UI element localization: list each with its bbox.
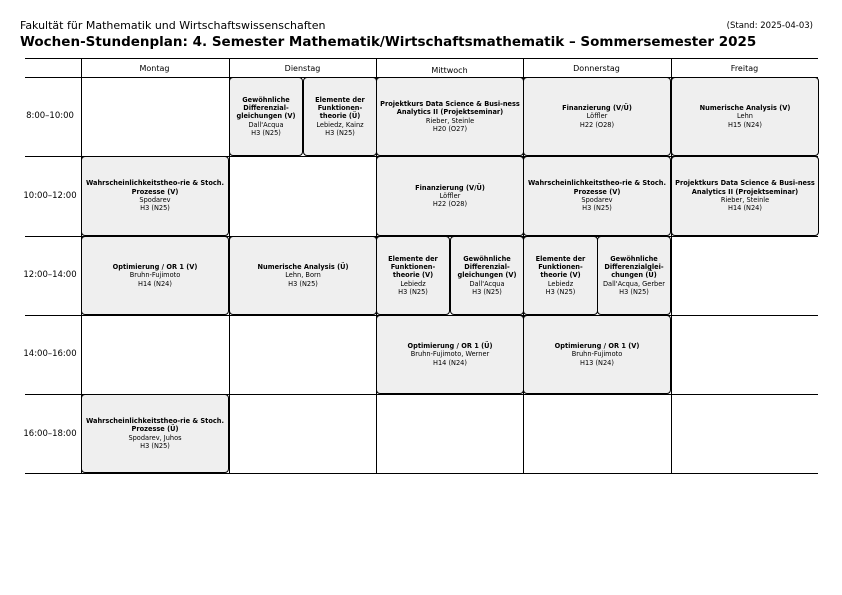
event-title: Numerische Analysis (V) <box>699 104 791 113</box>
event-lecturer: Lebiedz, Kainz <box>316 120 364 129</box>
event-title: Elemente der Funktionen-theorie (Ü) <box>315 95 365 121</box>
grid-line <box>25 58 818 59</box>
event-room: H3 (N25) <box>288 279 318 288</box>
event-room: H22 (O28) <box>579 120 615 129</box>
event-lecturer: Rieber, Steinle <box>425 116 475 125</box>
event-block[interactable] <box>671 77 819 156</box>
event-block[interactable] <box>376 77 524 156</box>
event-title: Optimierung / OR 1 (Ü) <box>407 342 493 351</box>
event-block[interactable] <box>376 236 450 315</box>
event-room: H13 (N24) <box>580 358 614 367</box>
event-title: Optimierung / OR 1 (V) <box>112 263 198 272</box>
time-slot-label: 8:00–10:00 <box>26 111 74 121</box>
time-slot-label: 14:00–16:00 <box>23 349 77 359</box>
event-title: Finanzierung (V/Ü) <box>415 183 485 192</box>
event-title: Projektkurs Data Science & Busi-ness Analytics II (Projektseminar) <box>675 179 815 196</box>
event-block[interactable] <box>81 236 229 315</box>
event-title: Numerische Analysis (Ü) <box>257 263 349 272</box>
event-lecturer: Spodarev, Juhos <box>128 433 182 442</box>
event-lecturer: Lebiedz <box>547 279 574 288</box>
event-room: H20 (O27) <box>432 124 468 133</box>
event-block[interactable] <box>376 156 524 236</box>
event-lecturer: Spodarev <box>139 196 171 204</box>
event-title: Gewöhnliche Differenzialglei-chungen (Ü) <box>604 254 664 280</box>
event-room: H3 (N25) <box>619 287 649 296</box>
event-room: H3 (N25) <box>140 441 170 450</box>
event-lecturer: Rieber, Steinle <box>720 196 770 204</box>
event-block[interactable] <box>523 77 671 156</box>
event-title: Finanzierung (V/Ü) <box>562 104 632 113</box>
day-header-freitag: Freitag <box>730 64 759 73</box>
event-room: H3 (N25) <box>325 128 355 137</box>
event-title: Optimierung / OR 1 (V) <box>554 342 640 351</box>
day-header-montag: Montag <box>139 64 170 73</box>
event-lecturer: Bruhn-Fujimoto, Werner <box>410 350 490 359</box>
day-header-dienstag: Dienstag <box>284 64 321 73</box>
event-title: Wahrscheinlichkeitstheo-rie & Stoch. Prozesse (V) <box>528 179 666 196</box>
event-block[interactable] <box>523 156 671 236</box>
event-block[interactable] <box>671 156 819 236</box>
event-room: H14 (N24) <box>433 358 467 367</box>
event-lecturer: Dall'Acqua, Gerber <box>602 279 666 288</box>
event-lecturer: Lehn, Born <box>285 271 321 280</box>
event-block[interactable] <box>81 394 229 473</box>
event-title: Elemente der Funktionen-theorie (V) <box>388 254 438 280</box>
event-lecturer: Spodarev <box>581 196 613 204</box>
event-title: Wahrscheinlichkeitstheo-rie & Stoch. Prozesse (V) <box>86 179 224 196</box>
event-block[interactable] <box>597 236 671 315</box>
event-room: H14 (N24) <box>138 279 172 288</box>
event-block[interactable] <box>523 315 671 394</box>
day-header-mittwoch: Mittwoch <box>431 66 468 75</box>
event-room: H14 (N24) <box>728 204 762 213</box>
event-room: H15 (N24) <box>728 120 762 129</box>
stand-date: (Stand: 2025-04-03) <box>726 21 813 31</box>
event-block[interactable] <box>523 236 598 315</box>
event-title: Projektkurs Data Science & Busi-ness Analytics II (Projektseminar) <box>380 99 520 117</box>
event-lecturer: Löffler <box>586 112 608 121</box>
event-lecturer: Lehn <box>737 112 753 121</box>
event-block[interactable] <box>376 315 524 394</box>
event-block[interactable] <box>450 236 524 315</box>
event-room: H3 (N25) <box>545 287 576 296</box>
event-lecturer: Lebiedz <box>400 279 426 288</box>
time-slot-label: 12:00–14:00 <box>23 270 77 280</box>
event-room: H3 (N25) <box>140 204 170 213</box>
event-lecturer: Dall'Acqua <box>248 120 284 129</box>
event-room: H22 (O28) <box>432 200 468 209</box>
time-slot-label: 10:00–12:00 <box>23 191 77 201</box>
faculty-name: Fakultät für Mathematik und Wirtschaftswissenschaften <box>20 19 326 32</box>
event-title: Wahrscheinlichkeitstheo-rie & Stoch. Prozesse (Ü) <box>86 416 224 434</box>
event-room: H3 (N25) <box>582 204 612 213</box>
event-room: H3 (N25) <box>398 287 428 296</box>
event-lecturer: Löffler <box>439 191 461 200</box>
event-title: Gewöhnliche Differenzial-gleichungen (V) <box>236 95 296 121</box>
grid-line <box>25 473 818 474</box>
event-block[interactable] <box>81 156 229 236</box>
event-title: Gewöhnliche Differenzial-gleichungen (V) <box>457 254 517 280</box>
event-room: H3 (N25) <box>251 128 281 137</box>
event-title: Elemente der Funktionen-theorie (V) <box>535 254 586 280</box>
event-lecturer: Bruhn-Fujimoto <box>571 350 623 359</box>
time-slot-label: 16:00–18:00 <box>23 429 77 439</box>
day-header-donnerstag: Donnerstag <box>573 64 620 73</box>
page-title: Wochen-Stundenplan: 4. Semester Mathematik/Wirtschaftsmathematik – Sommersemester 2025 <box>20 34 757 50</box>
event-lecturer: Bruhn-Fujimoto <box>129 271 181 280</box>
event-block[interactable] <box>229 236 377 315</box>
event-block[interactable] <box>229 77 303 156</box>
event-room: H3 (N25) <box>472 287 502 296</box>
event-block[interactable] <box>303 77 377 156</box>
event-lecturer: Dall'Acqua <box>469 279 505 288</box>
